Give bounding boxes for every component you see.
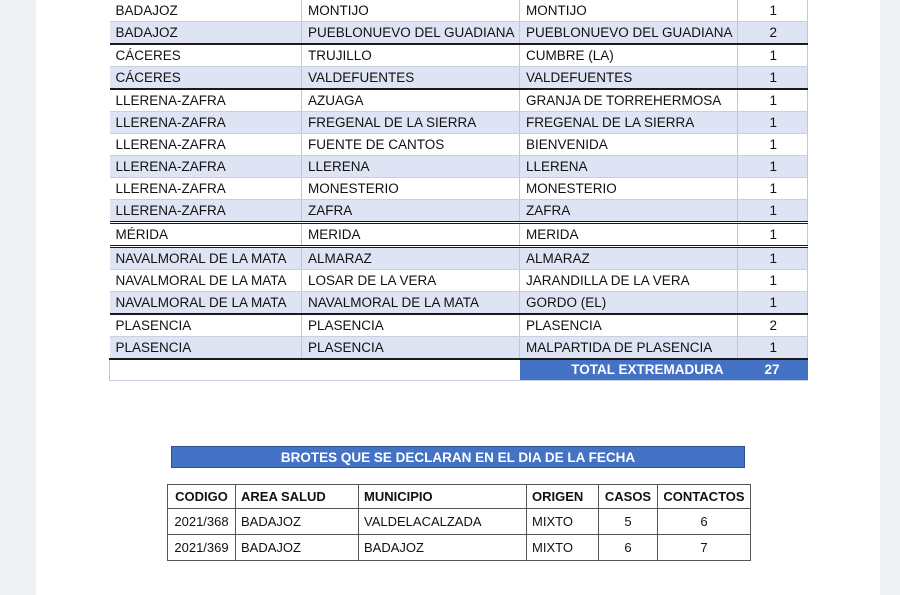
cell-area: LLERENA-ZAFRA: [110, 156, 302, 178]
cell-casos: 1: [738, 178, 808, 200]
cell-casos: 1: [738, 89, 808, 112]
table-row: [110, 178, 808, 200]
outbreaks-header-row: [168, 485, 751, 509]
cell-casos: 1: [738, 337, 808, 360]
cell-area: BADAJOZ: [110, 0, 302, 22]
cell-municipio: ZAFRA: [302, 200, 520, 223]
cell-area: LLERENA-ZAFRA: [110, 112, 302, 134]
cell-area: MÉRIDA: [110, 223, 302, 247]
cell-localidad: LLERENA: [520, 156, 738, 178]
cell-municipio: LOSAR DE LA VERA: [302, 270, 520, 292]
cell-codigo: 2021/368: [168, 509, 236, 535]
cell-casos: 1: [738, 44, 808, 67]
cell-casos: 5: [599, 509, 658, 535]
cell-municipio: LLERENA: [302, 156, 520, 178]
table-row: [110, 22, 808, 45]
cell-localidad: JARANDILLA DE LA VERA: [520, 270, 738, 292]
cell-municipio: MONTIJO: [302, 0, 520, 22]
table-row: [110, 200, 808, 223]
header-area-salud: AREA SALUD: [236, 485, 359, 509]
table-row: [110, 89, 808, 112]
cell-casos: 1: [738, 67, 808, 90]
cell-area: PLASENCIA: [110, 337, 302, 360]
table-row: [110, 223, 808, 247]
cell-localidad: VALDEFUENTES: [520, 67, 738, 90]
cell-localidad: MONESTERIO: [520, 178, 738, 200]
cell-casos: 1: [738, 223, 808, 247]
cell-area: CÁCERES: [110, 67, 302, 90]
cell-municipio: PLASENCIA: [302, 314, 520, 337]
cell-localidad: ZAFRA: [520, 200, 738, 223]
cell-area-salud: BADAJOZ: [236, 509, 359, 535]
cell-municipio: MONESTERIO: [302, 178, 520, 200]
table-row: [110, 292, 808, 315]
cell-area: NAVALMORAL DE LA MATA: [110, 292, 302, 315]
cell-casos: 2: [738, 314, 808, 337]
cell-area-salud: BADAJOZ: [236, 535, 359, 561]
cell-casos: 1: [738, 156, 808, 178]
header-contactos: CONTACTOS: [658, 485, 751, 509]
cell-casos: 1: [738, 292, 808, 315]
cell-area: LLERENA-ZAFRA: [110, 134, 302, 156]
table-row: [110, 112, 808, 134]
cell-area: NAVALMORAL DE LA MATA: [110, 247, 302, 270]
cell-casos: 1: [738, 0, 808, 22]
cell-area: LLERENA-ZAFRA: [110, 89, 302, 112]
total-row-spacer: [110, 359, 520, 381]
cell-municipio: PLASENCIA: [302, 337, 520, 360]
cell-municipio: TRUJILLO: [302, 44, 520, 67]
cell-casos: 6: [599, 535, 658, 561]
cases-table: [109, 0, 808, 381]
cell-localidad: GORDO (EL): [520, 292, 738, 315]
cell-contactos: 6: [658, 509, 751, 535]
cell-localidad: MERIDA: [520, 223, 738, 247]
cell-localidad: PUEBLONUEVO DEL GUADIANA: [520, 22, 738, 45]
cell-municipio: MERIDA: [302, 223, 520, 247]
cell-municipio: FUENTE DE CANTOS: [302, 134, 520, 156]
table-row: [110, 0, 808, 22]
cell-casos: 1: [738, 270, 808, 292]
cell-area: CÁCERES: [110, 44, 302, 67]
table-row: [110, 270, 808, 292]
header-municipio: MUNICIPIO: [359, 485, 527, 509]
total-label: TOTAL EXTREMADURA: [520, 359, 738, 381]
cell-casos: 2: [738, 22, 808, 45]
cell-area: BADAJOZ: [110, 22, 302, 45]
cell-municipio: ALMARAZ: [302, 247, 520, 270]
cell-municipio: BADAJOZ: [359, 535, 527, 561]
cell-area: PLASENCIA: [110, 314, 302, 337]
total-row: [110, 359, 808, 381]
table-row: [110, 67, 808, 90]
table-row: [168, 509, 751, 535]
table-row: [110, 337, 808, 360]
cell-localidad: BIENVENIDA: [520, 134, 738, 156]
total-value: 27: [738, 359, 808, 381]
cell-codigo: 2021/369: [168, 535, 236, 561]
cell-municipio: FREGENAL DE LA SIERRA: [302, 112, 520, 134]
cell-municipio: AZUAGA: [302, 89, 520, 112]
table-row: [110, 134, 808, 156]
cell-area: LLERENA-ZAFRA: [110, 200, 302, 223]
cell-localidad: MALPARTIDA DE PLASENCIA: [520, 337, 738, 360]
cell-origen: MIXTO: [527, 535, 599, 561]
table-row: [110, 314, 808, 337]
cell-municipio: VALDEFUENTES: [302, 67, 520, 90]
cell-municipio: PUEBLONUEVO DEL GUADIANA: [302, 22, 520, 45]
cell-area: NAVALMORAL DE LA MATA: [110, 270, 302, 292]
cell-casos: 1: [738, 112, 808, 134]
cell-casos: 1: [738, 200, 808, 223]
cell-casos: 1: [738, 247, 808, 270]
cell-localidad: MONTIJO: [520, 0, 738, 22]
header-casos: CASOS: [599, 485, 658, 509]
table-row: [168, 535, 751, 561]
cell-localidad: CUMBRE (LA): [520, 44, 738, 67]
cell-casos: 1: [738, 134, 808, 156]
outbreaks-title: BROTES QUE SE DECLARAN EN EL DIA DE LA FECHA: [171, 446, 745, 468]
cases-table-body: [110, 0, 808, 381]
table-row: [110, 156, 808, 178]
cell-localidad: ALMARAZ: [520, 247, 738, 270]
header-codigo: CODIGO: [168, 485, 236, 509]
cell-area: LLERENA-ZAFRA: [110, 178, 302, 200]
cell-localidad: GRANJA DE TORREHERMOSA: [520, 89, 738, 112]
outbreaks-table: [167, 484, 751, 561]
cell-localidad: PLASENCIA: [520, 314, 738, 337]
table-row: [110, 247, 808, 270]
cell-contactos: 7: [658, 535, 751, 561]
cell-origen: MIXTO: [527, 509, 599, 535]
cell-localidad: FREGENAL DE LA SIERRA: [520, 112, 738, 134]
cell-municipio: NAVALMORAL DE LA MATA: [302, 292, 520, 315]
table-row: [110, 44, 808, 67]
header-origen: ORIGEN: [527, 485, 599, 509]
cell-municipio: VALDELACALZADA: [359, 509, 527, 535]
